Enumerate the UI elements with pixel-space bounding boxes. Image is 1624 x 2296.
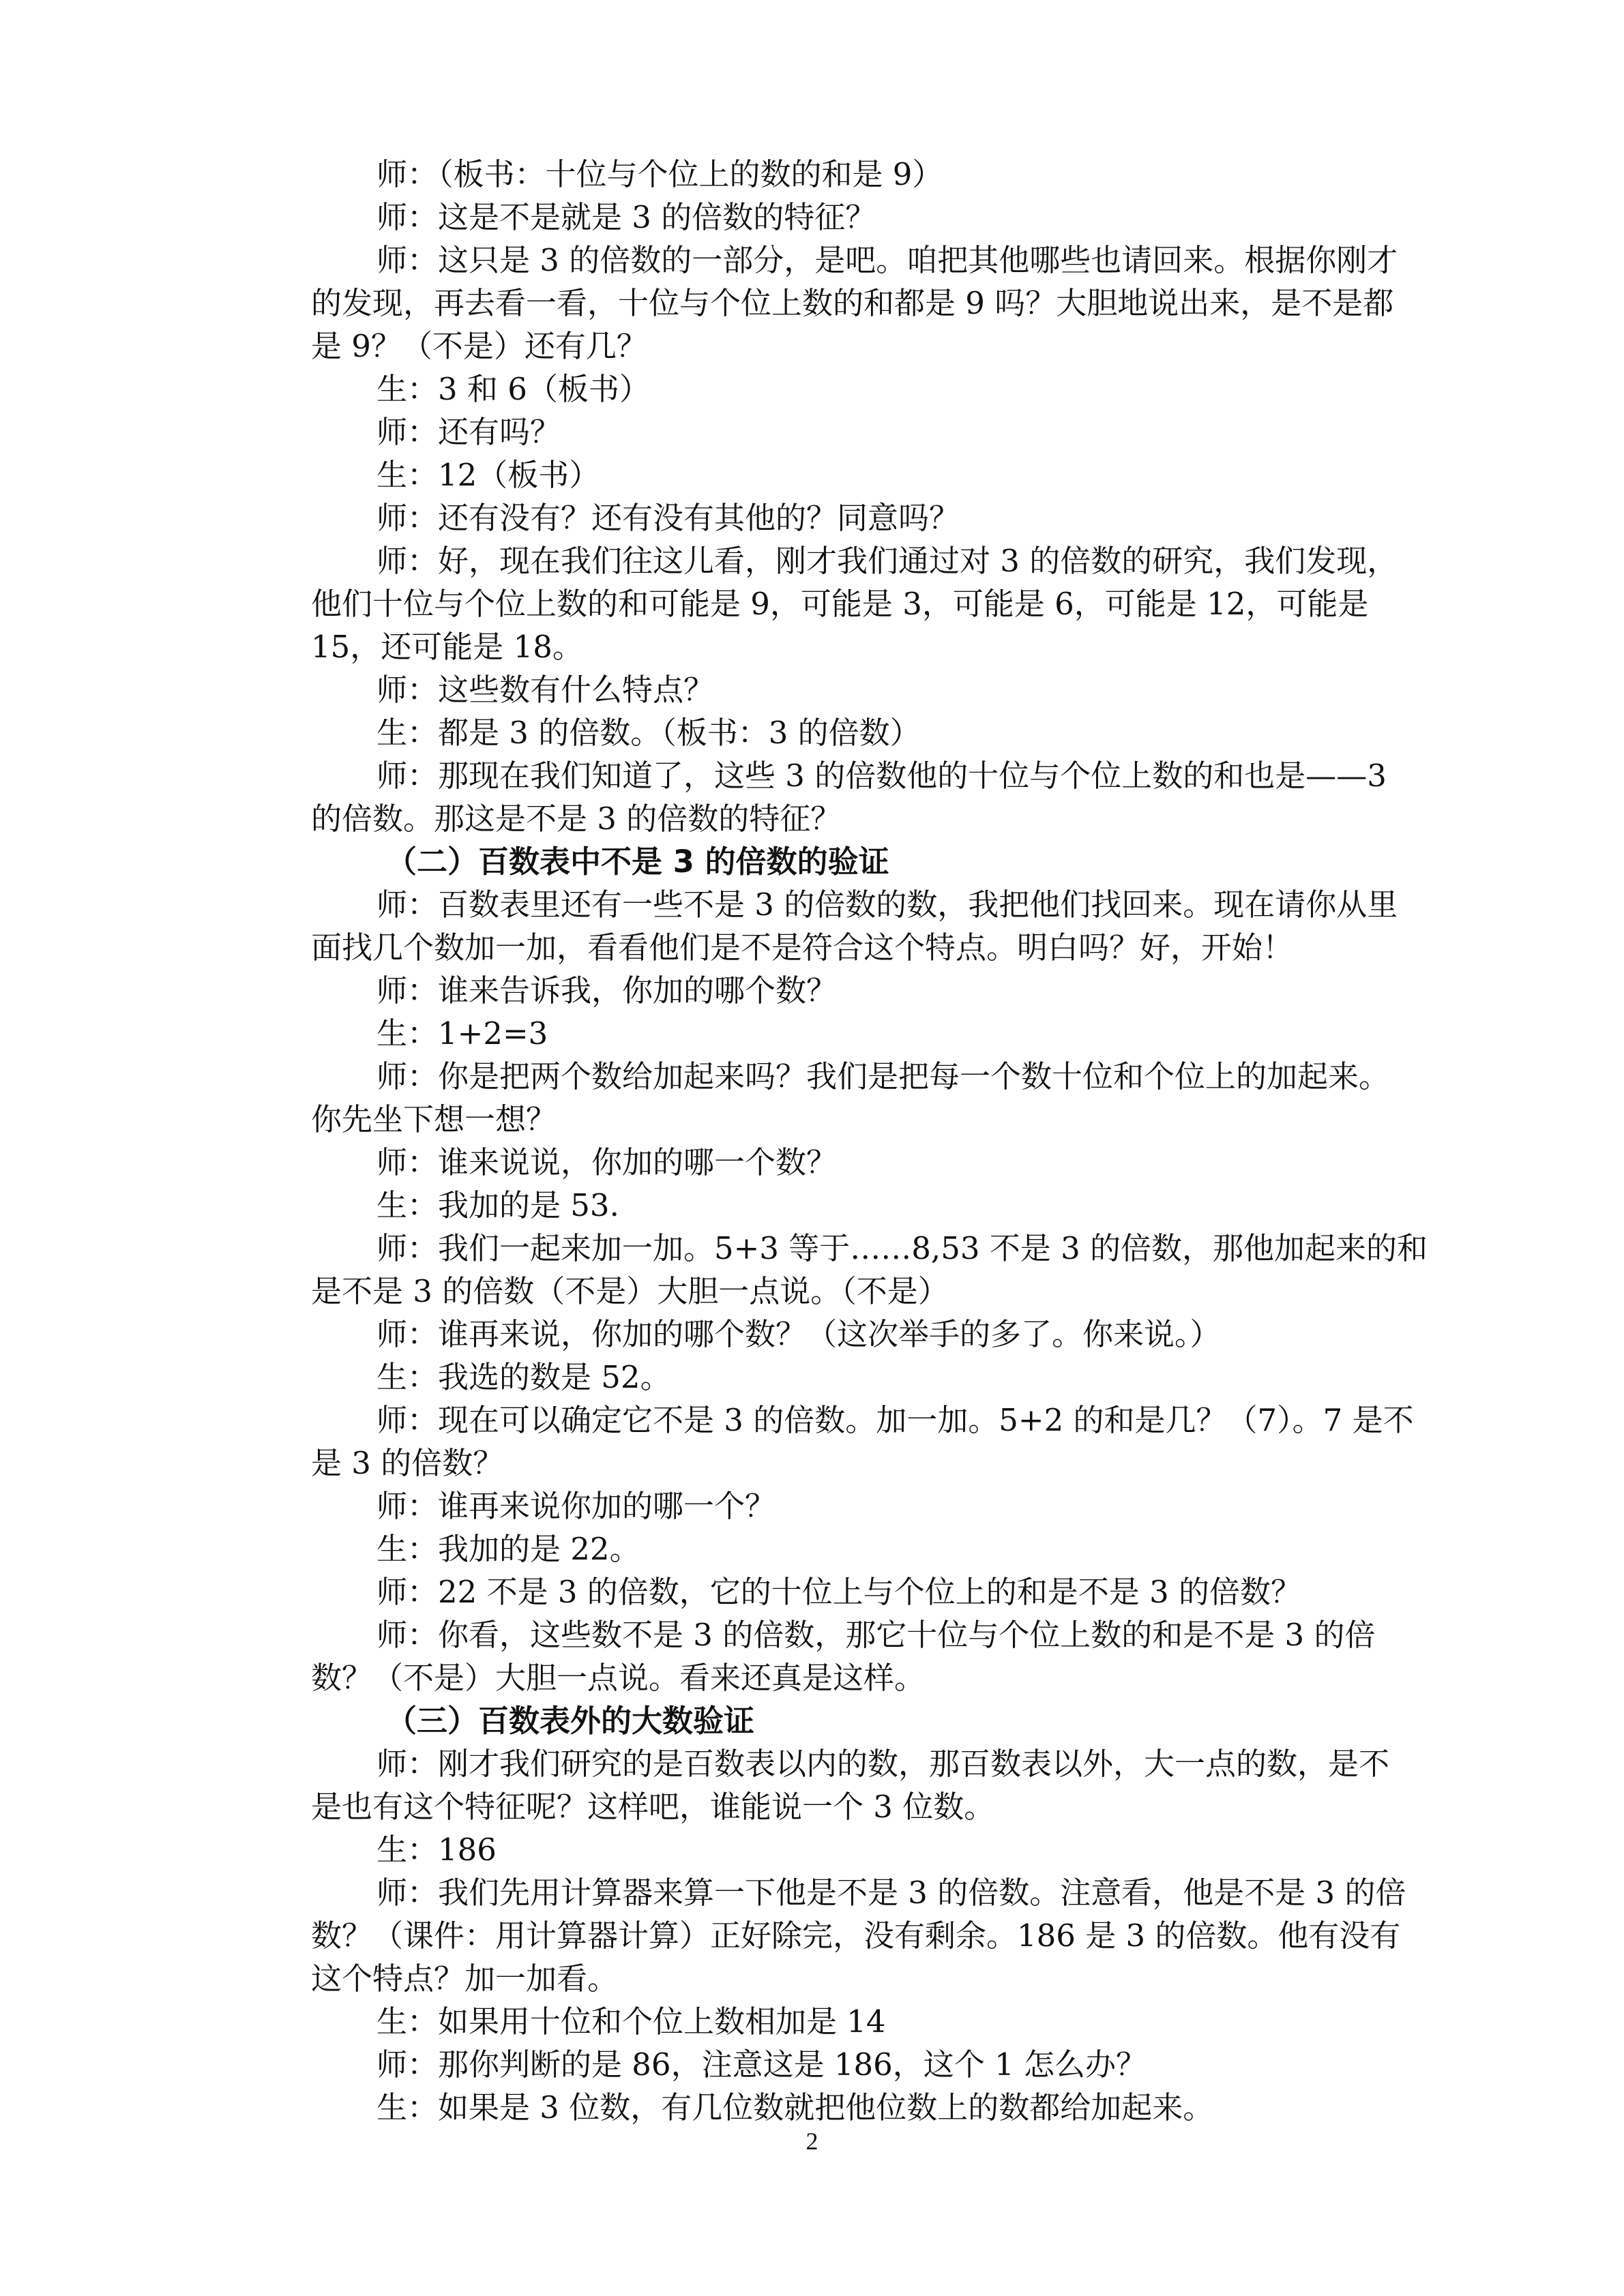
text-line: 师：这些数有什么特点？ bbox=[377, 672, 715, 708]
text-line: 生：我加的是 22。 bbox=[377, 1531, 640, 1567]
text-line: 是不是 3 的倍数（不是）大胆一点说。（不是） bbox=[311, 1273, 949, 1309]
text-line: 15，还可能是 18。 bbox=[311, 629, 583, 665]
text-line: 师：谁再来说，你加的哪个数？（这次举手的多了。你来说。） bbox=[377, 1316, 1221, 1352]
text-line: 师：还有没有？还有没有其他的？同意吗？ bbox=[377, 500, 960, 536]
text-line: 面找几个数加一加，看看他们是不是符合这个特点。明白吗？好，开始！ bbox=[311, 929, 1294, 966]
text-line: 师：现在可以确定它不是 3 的倍数。加一加。5+2 的和是几？（7）。7 是不 bbox=[377, 1402, 1414, 1438]
text-line: 的倍数。那这是不是 3 的倍数的特征？ bbox=[311, 801, 842, 837]
text-line: 生：186 bbox=[377, 1832, 497, 1868]
text-line: 是 3 的倍数？ bbox=[311, 1445, 504, 1481]
text-line: 生：1+2=3 bbox=[377, 1015, 548, 1052]
page-number: 2 bbox=[806, 2128, 818, 2155]
text-line: 师：那现在我们知道了，这些 3 的倍数他的十位与个位上数的和也是——3 bbox=[377, 758, 1387, 794]
document-body bbox=[311, 153, 1457, 2129]
section-heading: （三）百数表外的大数验证 bbox=[386, 1703, 755, 1739]
text-line: 师：你是把两个数给加起来吗？我们是把每一个数十位和个位上的加起来。 bbox=[377, 1058, 1390, 1094]
text-line: 师：谁来告诉我，你加的哪个数？ bbox=[377, 972, 838, 1009]
text-line: 他们十位与个位上数的和可能是 9，可能是 3，可能是 6，可能是 12，可能是 bbox=[311, 586, 1369, 622]
text-line: 师：好，现在我们往这儿看，刚才我们通过对 3 的倍数的研究，我们发现， bbox=[377, 543, 1398, 579]
text-line: 数？（课件：用计算器计算）正好除完，没有剩余。186 是 3 的倍数。他有没有 bbox=[311, 1918, 1401, 1954]
text-line: 这个特点？加一加看。 bbox=[311, 1960, 619, 1997]
text-line: 师：百数表里还有一些不是 3 的倍数的数，我把他们找回来。现在请你从里 bbox=[377, 886, 1398, 923]
text-line: 师：你看，这些数不是 3 的倍数，那它十位与个位上数的和是不是 3 的倍 bbox=[377, 1617, 1376, 1653]
text-line: 生：12（板书） bbox=[377, 457, 600, 493]
text-line: 生：如果是 3 位数，有几位数就把他位数上的数都给加起来。 bbox=[377, 2089, 1214, 2126]
text-line: 是 9？（不是）还有几？ bbox=[311, 328, 647, 364]
text-line: 数？（不是）大胆一点说。看来还真是这样。 bbox=[311, 1660, 926, 1696]
text-line: 师：刚才我们研究的是百数表以内的数，那百数表以外，大一点的数，是不 bbox=[377, 1746, 1390, 1782]
text-line: 师：那你判断的是 86，注意这是 186，这个 1 怎么办？ bbox=[377, 2046, 1147, 2083]
section-heading: （二）百数表中不是 3 的倍数的验证 bbox=[386, 844, 889, 880]
text-line: 师：这只是 3 的倍数的一部分，是吧。咱把其他哪些也请回来。根据你刚才 bbox=[377, 242, 1398, 278]
text-line: 师：（板书：十位与个位上的数的和是 9） bbox=[377, 156, 943, 192]
text-line: 师：还有吗？ bbox=[377, 414, 561, 450]
text-line: 师：谁再来说你加的哪一个？ bbox=[377, 1488, 776, 1524]
text-line: 生：都是 3 的倍数。（板书：3 的倍数） bbox=[377, 715, 921, 751]
text-line: 师：这是不是就是 3 的倍数的特征？ bbox=[377, 199, 876, 235]
text-line: 师：谁来说说，你加的哪一个数？ bbox=[377, 1144, 838, 1180]
text-line: 师：我们先用计算器来算一下他是不是 3 的倍数。注意看，他是不是 3 的倍 bbox=[377, 1875, 1406, 1911]
text-line: 生：我选的数是 52。 bbox=[377, 1359, 671, 1395]
text-line: 是也有这个特征呢？这样吧，谁能说一个 3 位数。 bbox=[311, 1789, 995, 1825]
text-line: 生：3 和 6（板书） bbox=[377, 371, 650, 407]
text-line: 师：22 不是 3 的倍数，它的十位上与个位上的和是不是 3 的倍数？ bbox=[377, 1574, 1302, 1610]
text-line: 生：如果用十位和个位上数相加是 14 bbox=[377, 2003, 886, 2040]
text-line: 你先坐下想一想？ bbox=[311, 1101, 557, 1137]
text-line: 生：我加的是 53. bbox=[377, 1187, 619, 1223]
text-line: 的发现，再去看一看，十位与个位上数的和都是 9 吗？大胆地说出来，是不是都 bbox=[311, 285, 1394, 321]
text-line: 师：我们一起来加一加。5+3 等于……8,53 不是 3 的倍数，那他加起来的和 bbox=[377, 1230, 1428, 1266]
